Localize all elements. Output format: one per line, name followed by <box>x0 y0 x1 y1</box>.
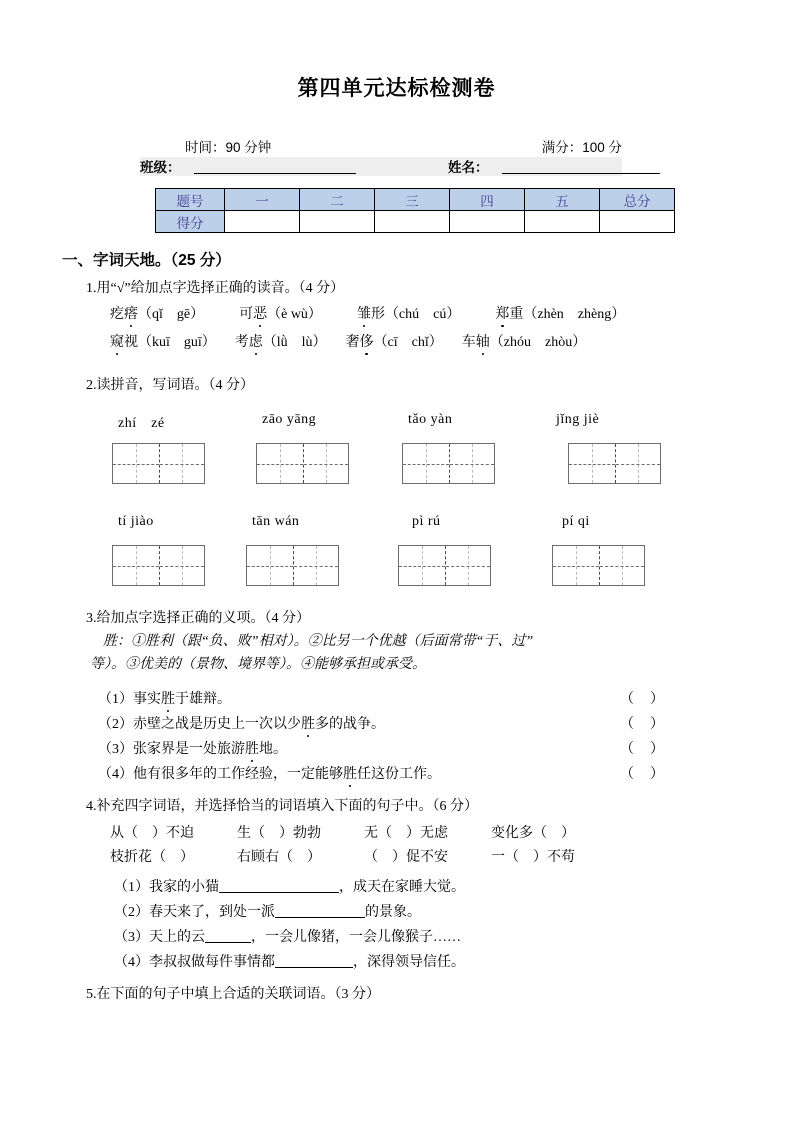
question-1-line-2 <box>110 331 586 351</box>
table-row <box>156 189 675 211</box>
question-3-prompt: 3.给加点字选择正确的义项。（4 分） <box>86 611 310 626</box>
question-1-line-1 <box>110 303 625 323</box>
score-col-1: 二 <box>300 189 375 211</box>
pinyin-item: 窥视（kuī guī） <box>110 335 216 350</box>
idiom-blank[interactable]: 一（ ）不苟 <box>491 850 575 865</box>
score-col-5: 总分 <box>600 189 675 211</box>
class-label: 班级： <box>140 160 181 175</box>
pinyin-item: 雏形（chú cú） <box>357 307 460 322</box>
tianzige-box[interactable] <box>398 545 491 586</box>
exam-time-label: 时间：90 分钟 <box>185 140 272 155</box>
idiom-blank[interactable]: 右顾右（ ） <box>237 850 321 865</box>
idiom-blank[interactable]: 生（ ）勃勃 <box>237 826 321 841</box>
question-4-sentence: （3）天上的云 ，一会儿像猪，一会儿像猴子…… <box>114 930 461 945</box>
idiom-blank[interactable]: 变化多（ ） <box>491 826 575 841</box>
item-number: （2） <box>114 905 149 920</box>
tianzige-box[interactable] <box>246 545 339 586</box>
idiom-blank[interactable]: 枝折花（ ） <box>110 850 194 865</box>
item-number: （1） <box>114 880 149 895</box>
question-1-prompt: 1.用“√”给加点字选择正确的读音。（4 分） <box>86 281 345 296</box>
fill-blank[interactable] <box>219 892 339 893</box>
item-number: （1） <box>98 692 133 707</box>
question-2-prompt: 2.读拼音，写词语。（4 分） <box>86 378 254 393</box>
question-3-definitions-line-1: 胜：①胜利（跟“负、败”相对）。②比另一个优越（后面常带“于、过” <box>103 634 534 649</box>
q2-pinyin-2: tǎo yàn <box>408 412 453 427</box>
exam-full-score-label: 满分：100 分 <box>541 140 622 155</box>
pinyin-item: 可恶（è wù） <box>239 307 322 322</box>
question-5-prompt: 5.在下面的句子中填上合适的关联词语。（3 分） <box>86 987 380 1002</box>
idiom-blank[interactable]: （ ）促不安 <box>364 850 448 865</box>
score-cell-3[interactable] <box>450 211 525 233</box>
score-col-3: 四 <box>450 189 525 211</box>
pinyin-item: 疙瘩（qǐ gē） <box>110 307 204 322</box>
pinyin-item: 奢侈（cī chǐ） <box>346 335 443 350</box>
score-row-label-0: 题号 <box>156 189 225 211</box>
tianzige-box[interactable] <box>402 443 495 484</box>
question-3-item: （2）赤壁之战是历史上一次以少胜多的战争。 （ ） <box>98 713 728 733</box>
score-cell-0[interactable] <box>225 211 300 233</box>
score-table <box>155 188 675 233</box>
score-col-2: 三 <box>375 189 450 211</box>
tianzige-box[interactable] <box>552 545 645 586</box>
question-4-idioms-row-1 <box>110 822 575 842</box>
tianzige-box[interactable] <box>112 443 205 484</box>
tianzige-box[interactable] <box>112 545 205 586</box>
answer-bracket[interactable]: （ ） <box>620 742 665 757</box>
question-4-sentence: （1）我家的小猫 ，成天在家睡大觉。 <box>114 880 465 895</box>
question-3-item: （1）事实胜于雄辩。 （ ） <box>98 688 728 708</box>
tianzige-box[interactable] <box>568 443 661 484</box>
exam-meta-row <box>140 136 622 156</box>
score-col-4: 五 <box>525 189 600 211</box>
question-3-item: （3）张家界是一处旅游胜地。 （ ） <box>98 738 728 758</box>
item-number: （3） <box>98 742 133 757</box>
name-label: 姓名： <box>448 160 489 175</box>
question-4-sentence: （2）春天来了，到处一派 的景象。 <box>114 905 421 920</box>
pinyin-item: 郑重（zhèn zhèng） <box>495 307 625 322</box>
answer-bracket[interactable]: （ ） <box>620 717 665 732</box>
tianzige-box[interactable] <box>256 443 349 484</box>
question-4-idioms-row-2 <box>110 846 575 866</box>
pinyin-item: 考虑（lǜ lù） <box>235 335 327 350</box>
pinyin-item: 车轴（zhóu zhòu） <box>462 335 586 350</box>
answer-bracket[interactable]: （ ） <box>620 692 665 707</box>
score-cell-1[interactable] <box>300 211 375 233</box>
table-row <box>156 211 675 233</box>
q2-pinyin-6: pì rú <box>412 514 441 529</box>
question-4-sentence: （4）李叔叔做每件事情都 ，深得领导信任。 <box>114 955 465 970</box>
question-3-item: （4）他有很多年的工作经验，一定能够胜任这份工作。 （ ） <box>98 763 728 783</box>
page-title: 第四单元达标检测卷 <box>297 77 496 100</box>
q2-pinyin-0: zhí zé <box>118 416 165 431</box>
q2-pinyin-4: tí jiào <box>118 514 154 529</box>
q2-pinyin-1: zāo yāng <box>262 412 317 427</box>
fill-blank[interactable] <box>275 967 353 968</box>
question-4-prompt: 4.补充四字词语，并选择恰当的词语填入下面的句子中。（6 分） <box>86 799 478 814</box>
fill-blank[interactable] <box>205 942 251 943</box>
score-col-0: 一 <box>225 189 300 211</box>
idiom-blank[interactable]: 无（ ）无虑 <box>364 826 448 841</box>
q2-pinyin-7: pí qi <box>562 514 590 529</box>
name-input-line[interactable] <box>502 173 660 174</box>
question-3-definitions-line-2: 等）。③优美的（景物、境界等）。④能够承担或承受。 <box>90 657 426 672</box>
fill-blank[interactable] <box>275 917 365 918</box>
student-info-row <box>140 156 660 178</box>
score-row-label-1: 得分 <box>156 211 225 233</box>
q2-pinyin-3: jǐng jiè <box>556 412 600 427</box>
section-one-title: 一、字词天地。（25 分） <box>62 252 231 269</box>
idiom-blank[interactable]: 从（ ）不迫 <box>110 826 194 841</box>
item-number: （4） <box>98 767 133 782</box>
score-cell-4[interactable] <box>525 211 600 233</box>
score-cell-2[interactable] <box>375 211 450 233</box>
item-number: （2） <box>98 717 133 732</box>
q2-pinyin-5: tān wán <box>252 514 300 529</box>
class-input-line[interactable] <box>194 173 356 174</box>
score-cell-5[interactable] <box>600 211 675 233</box>
item-number: （3） <box>114 930 149 945</box>
answer-bracket[interactable]: （ ） <box>620 767 665 782</box>
item-number: （4） <box>114 955 149 970</box>
